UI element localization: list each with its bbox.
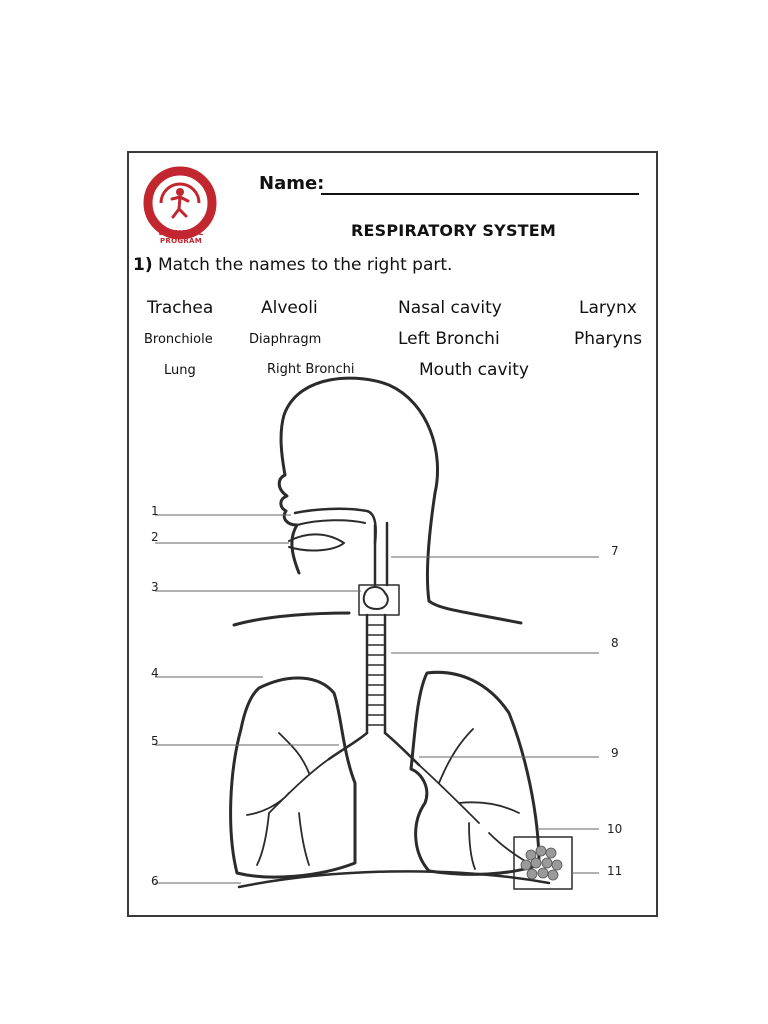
word-bank-item: Pharyns <box>574 329 643 349</box>
name-label: Name: <box>259 173 325 194</box>
label-number-8: 8 <box>611 636 619 650</box>
word-bank-item: Larynx <box>579 298 637 318</box>
worksheet <box>127 151 658 917</box>
lung-right-side <box>231 678 355 877</box>
word-bank-item: Diaphragm <box>249 332 322 347</box>
larynx <box>364 587 388 609</box>
alveoli-cluster <box>521 846 562 880</box>
lung-left-side <box>411 672 539 874</box>
word-bank-item: Right Bronchi <box>267 362 355 377</box>
label-number-2: 2 <box>151 530 159 544</box>
label-number-10: 10 <box>607 822 623 836</box>
respiratory-diagram <box>129 153 660 919</box>
label-number-6: 6 <box>151 874 159 888</box>
label-number-11: 11 <box>607 864 623 878</box>
word-bank-item: Bronchiole <box>144 332 213 347</box>
word-bank-item: Alveoli <box>261 298 318 318</box>
word-bank-item: Left Bronchi <box>398 329 500 349</box>
label-number-9: 9 <box>611 746 619 760</box>
instruction-text: Match the names to the right part. <box>158 255 453 275</box>
worksheet-title: RESPIRATORY SYSTEM <box>351 221 557 240</box>
larynx-box <box>359 585 399 615</box>
mouth-cavity <box>289 534 344 550</box>
label-number-5: 5 <box>151 734 159 748</box>
shoulder-right <box>429 601 521 623</box>
head-outline <box>279 378 437 601</box>
word-bank-item: Mouth cavity <box>419 360 529 380</box>
word-bank-item: Nasal cavity <box>398 298 502 318</box>
shoulder-left <box>234 613 349 625</box>
label-number-3: 3 <box>151 580 159 594</box>
question-number: 1) <box>133 255 153 275</box>
head-outline <box>129 153 295 543</box>
label-number-4: 4 <box>151 666 159 680</box>
label-number-7: 7 <box>611 544 619 558</box>
word-bank-item: Trachea <box>147 298 214 318</box>
label-number-1: 1 <box>151 504 159 518</box>
word-bank-item: Lung <box>164 363 196 378</box>
logo-caption: BILINGUAL PROGRAM <box>158 229 204 245</box>
